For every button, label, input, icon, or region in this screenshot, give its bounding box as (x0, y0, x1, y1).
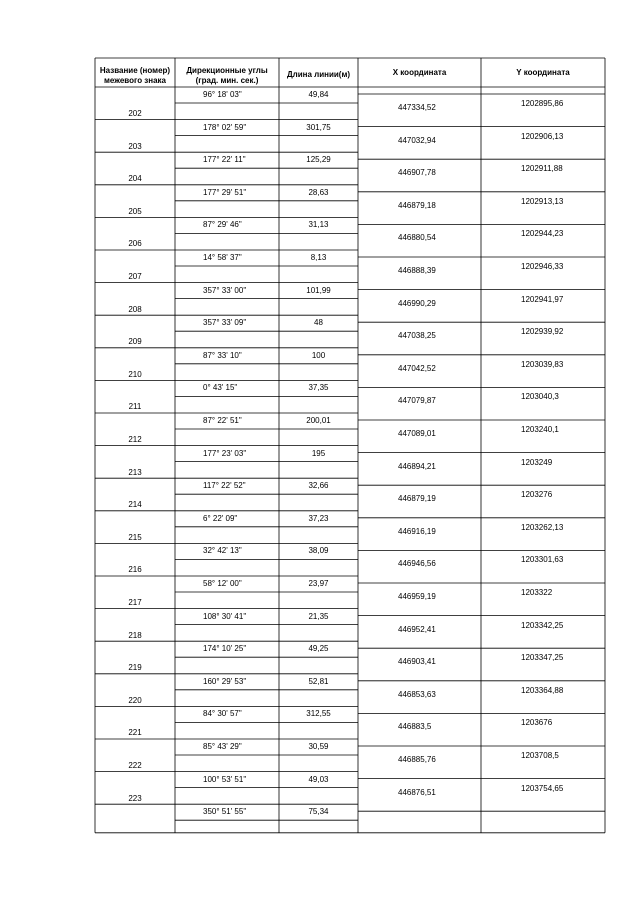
point-name: 204 (128, 174, 142, 184)
segment-angle: 58° 12' 00" (203, 579, 242, 588)
segment-length: 100 (311, 350, 326, 360)
segment-angle: 174° 10' 25" (203, 644, 247, 654)
point-x: 446916,19 (398, 526, 436, 536)
segment-length: 32,66 (308, 481, 329, 491)
point-y: 1203262,13 (521, 522, 564, 532)
point-name: 219 (128, 663, 142, 673)
point-name: 217 (128, 598, 142, 607)
point-name: 210 (128, 369, 142, 379)
point-x: 446990,29 (398, 298, 436, 308)
point-x: 446879,19 (398, 494, 436, 504)
header-x: X координата (392, 68, 447, 77)
segment-length: 48 (314, 318, 323, 328)
point-name: 203 (128, 141, 142, 151)
header-angle (175, 66, 279, 86)
segment-angle: 96° 18' 03" (203, 90, 242, 99)
point-x: 446885,76 (398, 755, 436, 764)
segment-length: 75,34 (308, 807, 329, 817)
point-x: 446959,19 (398, 592, 436, 601)
segment-length: 37,23 (308, 513, 329, 523)
point-x: 446907,78 (398, 168, 436, 178)
segment-angle: 117° 22' 52" (203, 481, 246, 491)
segment-angle: 32° 42' 13" (203, 546, 242, 556)
segment-angle: 87° 29' 46" (203, 220, 242, 230)
point-name: 223 (128, 793, 142, 803)
point-x: 446894,21 (398, 461, 436, 471)
header-y: Y координата (516, 68, 570, 77)
segment-angle: 357° 33' 00" (203, 285, 247, 295)
point-x: 447334,52 (398, 103, 436, 112)
segment-length: 30,59 (308, 742, 329, 751)
point-name: 211 (128, 402, 142, 412)
segment-length: 49,84 (308, 90, 329, 99)
point-y: 1202911,88 (521, 164, 563, 174)
header-name-line1: Название (номер) (99, 66, 171, 75)
point-name: 206 (128, 239, 142, 249)
segment-angle: 85° 43' 29" (203, 742, 242, 751)
segment-angle: 6° 22' 09" (203, 513, 238, 523)
segment-angle: 87° 33' 10" (203, 350, 242, 360)
segment-angle: 160° 29' 53" (203, 676, 247, 686)
point-x: 447089,01 (398, 429, 436, 438)
point-name: 220 (128, 695, 142, 705)
point-name: 209 (128, 337, 142, 347)
point-x: 446903,41 (398, 657, 436, 667)
segment-length: 125,29 (306, 155, 331, 165)
point-name: 208 (128, 304, 142, 314)
segment-angle: 178° 02' 59" (203, 122, 247, 132)
point-x: 446883,5 (398, 722, 432, 732)
segment-length: 195 (311, 448, 326, 458)
segment-angle: 177° 23' 03" (203, 448, 247, 458)
point-name: 207 (128, 272, 142, 281)
point-y: 1202944,23 (521, 229, 564, 239)
point-y: 1202941,97 (521, 294, 564, 304)
point-x: 446853,63 (398, 689, 436, 699)
point-y: 1203364,88 (521, 685, 564, 695)
segment-length: 23,97 (308, 579, 329, 588)
point-y: 1203342,25 (521, 620, 564, 630)
point-y: 1202906,13 (521, 131, 564, 141)
point-x: 446876,51 (398, 787, 436, 797)
point-y: 1203240,1 (521, 425, 559, 434)
point-name: 214 (128, 500, 142, 510)
segment-angle: 108° 30' 41" (203, 611, 247, 621)
segment-length: 37,35 (308, 383, 329, 393)
segment-angle: 14° 58' 37" (203, 253, 242, 262)
segment-angle: 0° 43' 15" (203, 383, 238, 393)
point-x: 447038,25 (398, 331, 436, 341)
point-y: 1203249 (521, 457, 553, 467)
point-x: 447042,52 (398, 363, 436, 373)
point-y: 1203754,65 (521, 783, 564, 793)
point-y: 1203276 (521, 490, 553, 500)
segment-length: 8,13 (310, 253, 327, 262)
point-x: 446952,41 (398, 624, 436, 634)
point-x: 446880,54 (398, 233, 436, 243)
header-angle-line1: Дирекционные углы (186, 66, 268, 75)
segment-angle: 177° 29' 51" (203, 187, 247, 197)
point-x: 446946,56 (398, 559, 436, 569)
point-y: 1203676 (521, 718, 553, 728)
point-y: 1203322 (521, 588, 553, 597)
segment-angle: 87° 22' 51" (203, 416, 242, 425)
point-x: 446879,18 (398, 200, 436, 210)
point-x: 447079,87 (398, 396, 436, 406)
segment-length: 38,09 (308, 546, 329, 556)
segment-length: 31,13 (308, 220, 329, 230)
header-length: Длина линии(м) (286, 70, 351, 79)
header-name (95, 66, 175, 86)
point-y: 1203347,25 (521, 653, 564, 663)
segment-angle: 100° 53' 51" (203, 774, 247, 784)
point-x: 447032,94 (398, 135, 436, 145)
segment-angle: 177° 22' 11" (203, 155, 246, 165)
segment-length: 101,99 (306, 285, 331, 295)
segment-angle: 357° 33' 09" (203, 318, 247, 328)
point-name: 202 (128, 109, 142, 118)
point-name: 216 (128, 565, 142, 575)
point-y: 1202946,33 (521, 262, 564, 271)
point-y: 1203039,83 (521, 359, 564, 369)
point-y: 1202895,86 (521, 99, 564, 108)
segment-length: 49,25 (308, 644, 329, 654)
point-name: 221 (128, 728, 142, 738)
point-name: 222 (128, 761, 142, 770)
segment-length: 21,35 (308, 611, 329, 621)
segment-angle: 84° 30' 57" (203, 709, 242, 719)
segment-length: 52,81 (308, 676, 329, 686)
point-y: 1203708,5 (521, 751, 559, 760)
segment-length: 28,63 (308, 187, 329, 197)
segment-length: 301,75 (306, 122, 331, 132)
header-angle-line2: (град. мин. сек.) (195, 76, 259, 85)
point-y: 1202913,13 (521, 196, 564, 206)
segment-length: 312,55 (306, 709, 331, 719)
segment-length: 200,01 (306, 416, 331, 425)
point-name: 205 (128, 206, 142, 216)
point-x: 446888,39 (398, 266, 436, 275)
point-name: 212 (128, 435, 142, 444)
point-name: 218 (128, 630, 142, 640)
segment-length: 49,03 (308, 774, 329, 784)
point-y: 1203301,63 (521, 555, 564, 565)
point-y: 1203040,3 (521, 392, 559, 402)
point-name: 215 (128, 532, 142, 542)
segment-angle: 350° 51' 55" (203, 807, 247, 817)
header-name-line2: межевого знака (103, 76, 167, 85)
point-name: 213 (128, 467, 142, 477)
point-y: 1202939,92 (521, 327, 564, 337)
